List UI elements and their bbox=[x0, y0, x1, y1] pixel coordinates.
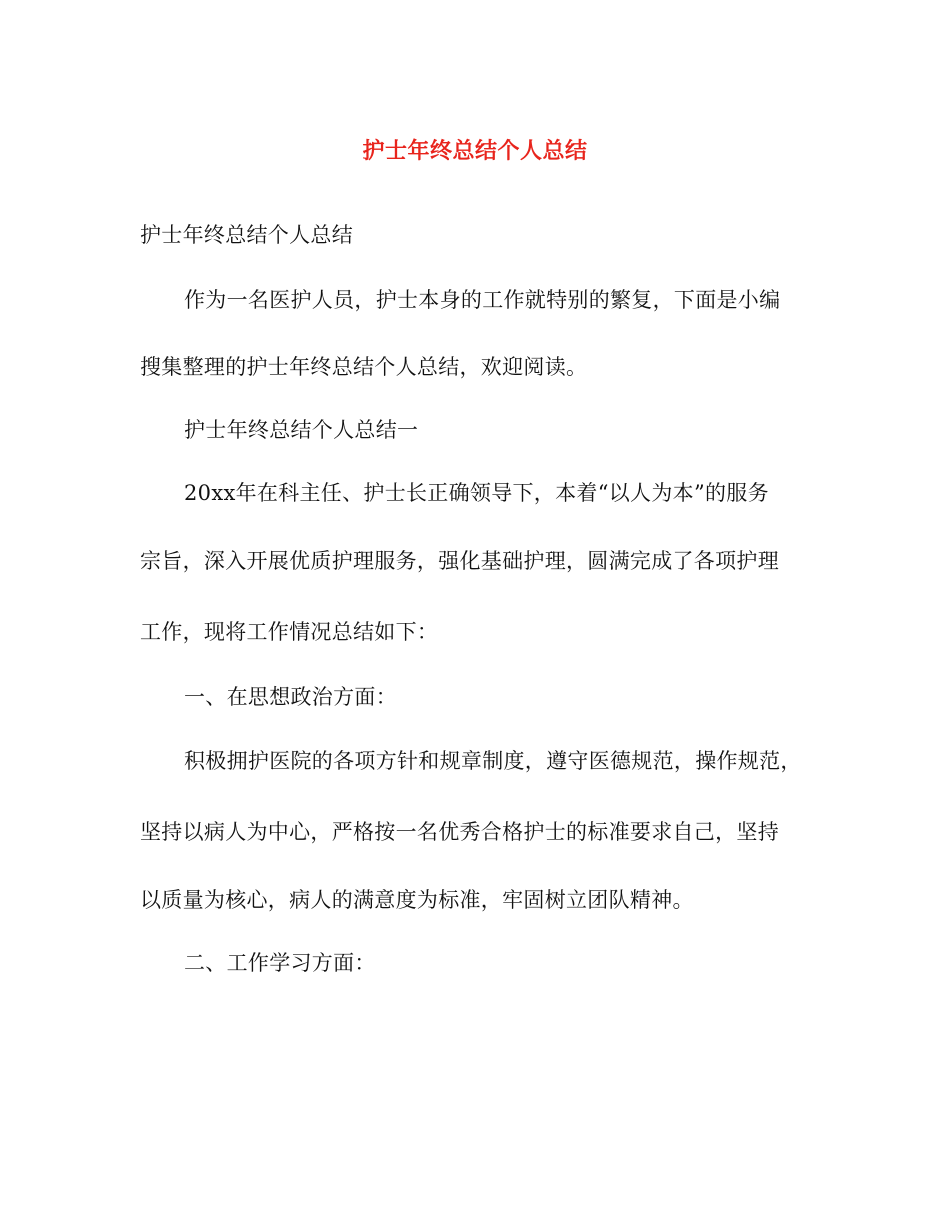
section-heading: 二、工作学习方面： bbox=[184, 951, 376, 975]
body-line: 宗旨，深入开展优质护理服务，强化基础护理，圆满完成了各项护理 bbox=[140, 549, 779, 573]
body-line: 以质量为核心，病人的满意度为标准，牢固树立团队精神。 bbox=[140, 888, 694, 912]
section-heading: 护士年终总结个人总结一 bbox=[184, 418, 419, 442]
body-line: 20xx年在科主任、护士长正确领导下，本着“以人为本”的服务 bbox=[184, 481, 769, 505]
body-line: 搜集整理的护士年终总结个人总结，欢迎阅读。 bbox=[140, 355, 588, 379]
body-line: 工作，现将工作情况总结如下： bbox=[140, 620, 439, 644]
body-line: 积极拥护医院的各项方针和规章制度，遵守医德规范，操作规范， bbox=[184, 749, 802, 773]
body-line: 护士年终总结个人总结 bbox=[140, 223, 353, 247]
body-line: 坚持以病人为中心，严格按一名优秀合格护士的标准要求自己，坚持 bbox=[140, 820, 779, 844]
body-line: 作为一名医护人员，护士本身的工作就特别的繁复，下面是小编 bbox=[184, 288, 781, 312]
section-heading: 一、在思想政治方面： bbox=[184, 685, 397, 709]
document-title: 护士年终总结个人总结 bbox=[362, 138, 588, 164]
